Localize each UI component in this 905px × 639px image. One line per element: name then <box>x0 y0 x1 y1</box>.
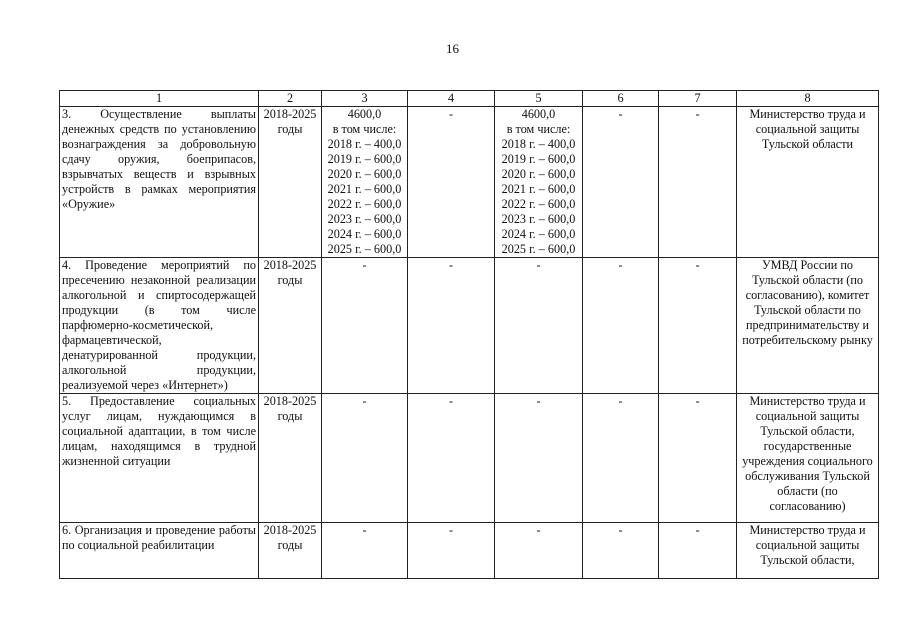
table-row <box>60 107 879 258</box>
funding-year: 2021 г. – 600,0 <box>327 182 402 196</box>
header-cell: 3 <box>322 91 408 107</box>
period-cell: 2018-2025 годы <box>259 258 322 394</box>
funding-year: 2023 г. – 600,0 <box>501 212 576 226</box>
funding-year: 2019 г. – 600,0 <box>501 152 576 166</box>
funding-year: 2020 г. – 600,0 <box>327 167 402 181</box>
funding-total: 4600,0 <box>347 107 382 121</box>
funding-year: 2021 г. – 600,0 <box>501 182 576 196</box>
header-cell: 2 <box>259 91 322 107</box>
funding-label: в том числе: <box>506 122 571 136</box>
funding-year: 2025 г. – 600,0 <box>327 242 402 256</box>
federal-budget-cell: - <box>408 523 495 579</box>
funding-year: 2019 г. – 600,0 <box>327 152 402 166</box>
local-budget-cell: - <box>583 258 659 394</box>
federal-budget-cell: - <box>408 107 495 258</box>
local-budget-cell: - <box>583 107 659 258</box>
table-row <box>60 394 879 523</box>
funding-year: 2020 г. – 600,0 <box>501 167 576 181</box>
federal-budget-cell: - <box>408 394 495 523</box>
federal-budget-cell: - <box>408 258 495 394</box>
funding-year: 2018 г. – 400,0 <box>501 137 576 151</box>
funding-total-cell: - <box>322 258 408 394</box>
funding-year: 2023 г. – 600,0 <box>327 212 402 226</box>
responsible-cell: УМВД России по Тульской области (по согласованию), комитет Тульской области по предпринимательству и потребительскому рынку <box>737 258 879 394</box>
header-cell: 6 <box>583 91 659 107</box>
table-row <box>60 258 879 394</box>
funding-total-cell: - <box>322 394 408 523</box>
regional-budget-cell: - <box>495 523 583 579</box>
period-cell: 2018-2025 годы <box>259 394 322 523</box>
responsible-cell: Министерство труда и социальной защиты Тульской области, государственные учреждения социального обслуживания Тульской области (по согласованию) <box>737 394 879 523</box>
period-cell: 2018-2025 годы <box>259 107 322 258</box>
regional-budget-cell <box>495 107 583 258</box>
funding-year: 2024 г. – 600,0 <box>501 227 576 241</box>
header-cell: 7 <box>659 91 737 107</box>
header-cell: 5 <box>495 91 583 107</box>
table-row <box>60 523 879 579</box>
local-budget-cell: - <box>583 394 659 523</box>
funding-year: 2018 г. – 400,0 <box>327 137 402 151</box>
funding-label: в том числе: <box>332 122 397 136</box>
local-budget-cell: - <box>583 523 659 579</box>
header-cell: 4 <box>408 91 495 107</box>
table-header-row <box>60 91 879 107</box>
regional-budget-cell: - <box>495 258 583 394</box>
funding-total: 4600,0 <box>521 107 556 121</box>
measure-cell: 6. Организация и проведение работы по социальной реабилитации <box>60 523 259 579</box>
responsible-cell: Министерство труда и социальной защиты Тульской области <box>737 107 879 258</box>
measure-cell: 4. Проведение мероприятий по пресечению незаконной реализации алкогольной и спиртосодержащей продукции (в том числе парфюмерно-косметической, фармацевтической, денатурированной продукции, алкогольной продукции, реализуемой через «Интернет») <box>60 258 259 394</box>
funding-total-cell: - <box>322 523 408 579</box>
responsible-cell: Министерство труда и социальной защиты Тульской области, <box>737 523 879 579</box>
funding-year: 2022 г. – 600,0 <box>501 197 576 211</box>
funding-year: 2024 г. – 600,0 <box>327 227 402 241</box>
regional-budget-cell: - <box>495 394 583 523</box>
measure-cell: 5. Предоставление социальных услуг лицам, нуждающимся в социальной адаптации, в том числе лицам, находящимся в трудной жизненной ситуации <box>60 394 259 523</box>
measures-table <box>59 90 879 579</box>
page-number: 16 <box>446 41 459 56</box>
extra-budget-cell: - <box>659 523 737 579</box>
funding-total-cell <box>322 107 408 258</box>
extra-budget-cell: - <box>659 394 737 523</box>
period-cell: 2018-2025 годы <box>259 523 322 579</box>
measure-cell: 3. Осуществление выплаты денежных средств по установлению вознаграждения за добровольную сдачу оружия, боеприпасов, взрывчатых веществ и взрывных устройств в рамках мероприятия «Оружие» <box>60 107 259 258</box>
header-cell: 1 <box>60 91 259 107</box>
extra-budget-cell: - <box>659 258 737 394</box>
funding-year: 2025 г. – 600,0 <box>501 242 576 256</box>
funding-year: 2022 г. – 600,0 <box>327 197 402 211</box>
header-cell: 8 <box>737 91 879 107</box>
extra-budget-cell: - <box>659 107 737 258</box>
